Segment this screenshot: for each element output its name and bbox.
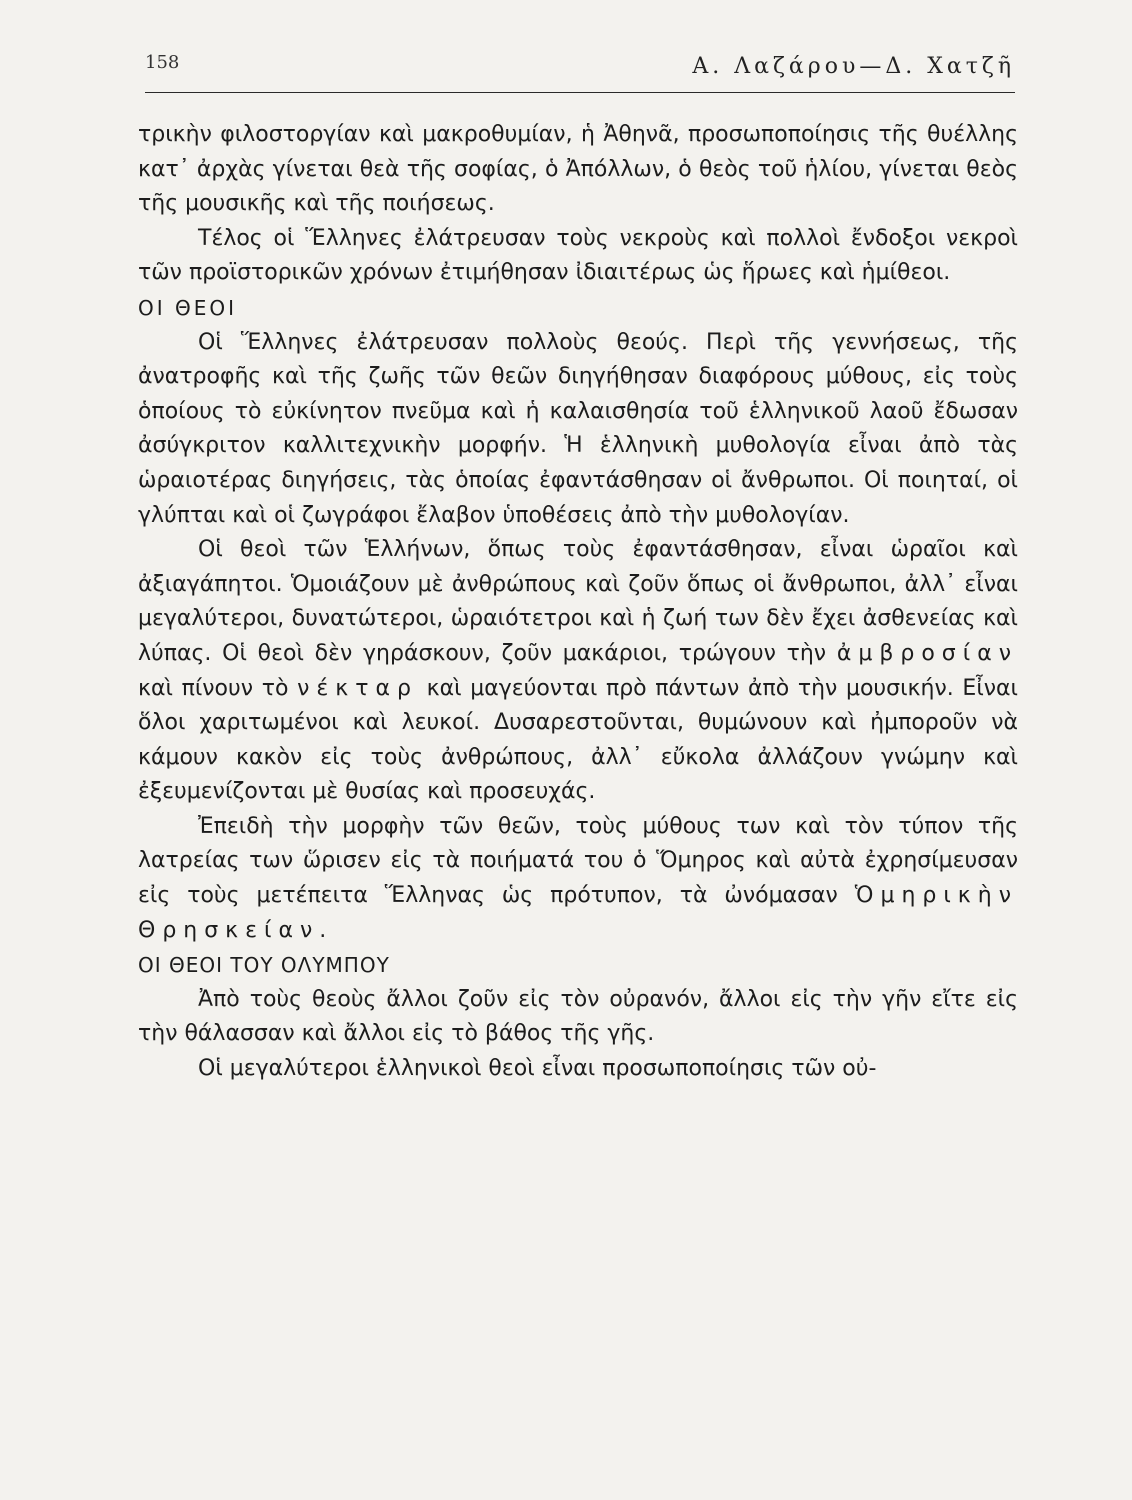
running-head: Α. Λαζάρου—Δ. Χατζῆ [692,54,1015,79]
section-heading-olympian-gods: ΟΙ ΘΕΟΙ ΤΟΥ ΟΛΥΜΠΟΥ [138,953,390,978]
section-heading-gods: ΟΙ ΘΕΟΙ [138,295,238,320]
paragraph-5 [138,810,1018,948]
paragraph-7: Οἱ μεγαλύτεροι ἑλληνικοὶ θεοὶ εἶναι προσωποποίησις τῶν οὐ- [198,1056,877,1082]
paragraph-6: Ἀπὸ τοὺς θεοὺς ἄλλοι ζοῦν εἰς τὸν οὐρανόν, ἄλλοι εἰς τὴν γῆν εἴτε εἰς τὴν θάλασσαν καὶ ἄλλοι εἰς τὸ βάθος τῆς γῆς. [138,986,1018,1047]
paragraph-4-text-c: καὶ μαγεύονται πρὸ πάντων ἀπὸ τὴν μουσικήν. Εἶναι ὅλοι χαριτωμένοι καὶ λευκοί. Δυσαρεστοῦνται, θυμώνουν καὶ ἠμποροῦν νὰ κάμουν κακὸν εἰς τοὺς ἀνθρώπους, ἀλλ᾽ εὔκολα ἀλλάζουν γνώμην καὶ ἐξευμενίζονται μὲ θυσίας καὶ προσευχάς. [138,675,1018,805]
paragraph-4-text-b: καὶ πίνουν τὸ [138,675,298,701]
paragraph-5-text-a: Ἐπειδὴ τὴν μορφὴν τῶν θεῶν, τοὺς μύθους των καὶ τὸν τύπον τῆς λατρείας των ὥρισεν εἰς τὰ ποιήματά του ὁ Ὅμηρος καὶ αὐτὰ ἐχρησίμευσαν εἰς τοὺς μετέπειτα Ἕλληνας ὡς πρότυπον, τὰ ὠνόμασαν [138,813,1018,909]
paragraph-5-text-b: . [319,917,327,943]
page-header [145,52,1015,93]
page-number: 158 [145,52,180,73]
body-text [138,118,1018,1087]
paragraph-2: Τέλος οἱ Ἕλληνες ἐλάτρευσαν τοὺς νεκροὺς καὶ πολλοὶ ἔνδοξοι νεκροὶ τῶν προϊστορικῶν χρόνων ἐτιμήθησαν ἰδιαιτέρως ὡς ἥρωες καὶ ἡμίθεοι. [138,225,1018,286]
emphasis-nektar: νέκταρ [297,675,418,701]
paragraph-4-text-a: Οἱ θεοὶ τῶν Ἑλλήνων, ὅπως τοὺς ἐφαντάσθησαν, εἶναι ὡραῖοι καὶ ἀξιαγάπητοι. Ὁμοιάζουν μὲ ἀνθρώπους καὶ ζοῦν ὅπως οἱ ἄνθρωποι, ἀλλ᾽ εἶναι μεγαλύτεροι, δυνατώτεροι, ὡραιότετροι καὶ ἡ ζωή των δὲν ἔχει ἀσθενείας καὶ λύπας. Οἱ θεοὶ δὲν γηράσκουν, ζοῦν μακάριοι, τρώγουν τὴν [138,537,1018,666]
paragraph-4 [138,533,1018,810]
emphasis-ambrosia: ἀμβροσίαν [836,640,1018,666]
paragraph-3: Οἱ Ἕλληνες ἐλάτρευσαν πολλοὺς θεούς. Περὶ τῆς γεννήσεως, τῆς ἀνατροφῆς καὶ τῆς ζωῆς τῶν θεῶν διηγήθησαν διαφόρους μύθους, εἰς τοὺς ὁποίους τὸ εὐκίνητον πνεῦμα καὶ ἡ καλαισθησία τοῦ ἑλληνικοῦ λαοῦ ἔδωσαν ἀσύγκριτον καλλιτεχνικὴν μορφήν. Ἡ ἑλληνικὴ μυθολογία εἶναι ἀπὸ τὰς ὡραιοτέρας διηγήσεις, τὰς ὁποίας ἐφαντάσθησαν οἱ ἄνθρωποι. Οἱ ποιηταί, οἱ γλύπται καὶ οἱ ζωγράφοι ἔλαβον ὑποθέσεις ἀπὸ τὴν μυθολογίαν. [138,329,1018,528]
paragraph-1: τρικὴν φιλοστοργίαν καὶ μακροθυμίαν, ἡ Ἀθηνᾶ, προσωποποίησις τῆς θυέλλης κατ᾽ ἀρχὰς γίνεται θεὰ τῆς σοφίας, ὁ Ἀπόλλων, ὁ θεὸς τοῦ ἡλίου, γίνεται θεὸς τῆς μουσικῆς καὶ τῆς ποιήσεως. [138,122,1018,217]
emphasis-homeric-religion: Ὁμηρικὴν Θρησκείαν [138,883,1018,943]
